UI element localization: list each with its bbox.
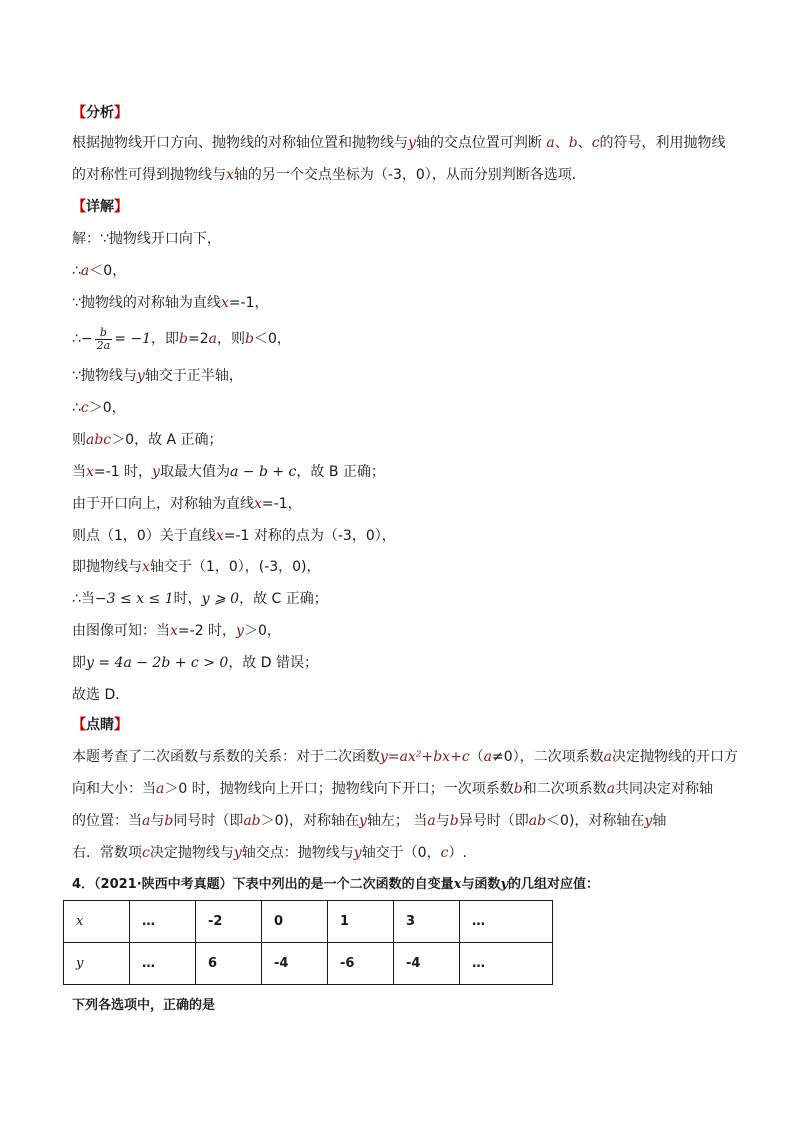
table-cell-var: y bbox=[64, 943, 130, 985]
comment-line-1: 本题考查了二次函数与系数的关系：对于二次函数y=ax²+bx+c（a≠0），二次项系数a决定抛物线的开口方 bbox=[72, 749, 739, 765]
table-cell: 6 bbox=[196, 943, 262, 985]
table-cell: -4 bbox=[394, 943, 460, 985]
details-line-3: ∵抛物线的对称轴为直线x=-1， bbox=[72, 295, 269, 311]
comment-line-4: 右．常数项c决定抛物线与y轴交点：抛物线与y轴交于（0，c）. bbox=[72, 845, 467, 861]
table-cell: 3 bbox=[394, 901, 460, 943]
details-line-10: 则点（1，0）关于直线x=-1 对称的点为（-3，0）， bbox=[72, 528, 396, 544]
fraction-b-over-2a: $\frac{b}{2a}$ bbox=[96, 325, 111, 352]
table-cell: … bbox=[130, 943, 196, 985]
comment-header: 【点睛】 bbox=[72, 717, 128, 733]
table-cell: -4 bbox=[262, 943, 328, 985]
comment-line-3: 的位置：当a与b同号时（即ab＞0)，对称轴在y轴左； 当a与b异号时（即ab＜0)，对称轴在y轴 bbox=[72, 813, 667, 829]
details-line-12: ∴当−3 ≤ x ≤ 1时，y ⩾ 0，故 C 正确； bbox=[72, 591, 328, 607]
table-row-y bbox=[64, 943, 553, 985]
table-cell: -2 bbox=[196, 901, 262, 943]
details-line-2: ∴a＜0， bbox=[72, 263, 127, 279]
details-line-1: 解：∵抛物线开口向下， bbox=[72, 231, 221, 247]
comment-line-2: 向和大小：当a＞0 时，抛物线向上开口；抛物线向下开口；一次项系数b和二次项系数a共同决定对称轴 bbox=[72, 781, 714, 797]
details-line-14: 即y = 4a − 2b + c > 0，故 D 错误； bbox=[72, 655, 318, 671]
details-line-9: 由于开口向上，对称轴为直线x=-1， bbox=[72, 496, 302, 512]
details-line-13: 由图像可知：当x=-2 时，y＞0， bbox=[72, 623, 281, 639]
details-line-11: 即抛物线与x轴交于（1，0），(-3，0)， bbox=[72, 559, 321, 575]
analysis-header: 【分析】 bbox=[72, 105, 128, 121]
value-table bbox=[63, 900, 553, 985]
details-line-5: ∵抛物线与y轴交于正半轴， bbox=[72, 368, 243, 384]
question-4-stem: 4．（2021·陕西中考真题）下表中列出的是一个二次函数的自变量x与函数y的几组对应值： bbox=[72, 877, 600, 892]
details-line-6: ∴c＞0， bbox=[72, 400, 126, 416]
table-cell: … bbox=[460, 943, 553, 985]
table-cell: 1 bbox=[328, 901, 394, 943]
details-line-7: 则abc＞0，故 A 正确； bbox=[72, 432, 223, 448]
table-cell-var: x bbox=[64, 901, 130, 943]
details-line-4: ∴− $\frac{b}{2a}$ = −1，即b=2a，则b＜0， bbox=[72, 325, 291, 352]
table-cell: -6 bbox=[328, 943, 394, 985]
table-cell: … bbox=[130, 901, 196, 943]
analysis-line-2: 的对称性可得到抛物线与x轴的另一个交点坐标为（-3，0），从而分别判断各选项． bbox=[72, 167, 586, 183]
question-4-prompt: 下列各选项中，正确的是 bbox=[72, 998, 216, 1013]
analysis-line-1: 根据抛物线开口方向、抛物线的对称轴位置和抛物线与y轴的交点位置可判断 a、b、c的符号，利用抛物线 bbox=[72, 135, 726, 151]
table-row-x bbox=[64, 901, 553, 943]
table-cell: … bbox=[460, 901, 553, 943]
details-line-8: 当x=-1 时，y取最大值为a − b + c，故 B 正确； bbox=[72, 464, 385, 480]
details-line-15: 故选 D． bbox=[72, 687, 130, 703]
table-cell: 0 bbox=[262, 901, 328, 943]
details-header: 【详解】 bbox=[72, 199, 128, 215]
